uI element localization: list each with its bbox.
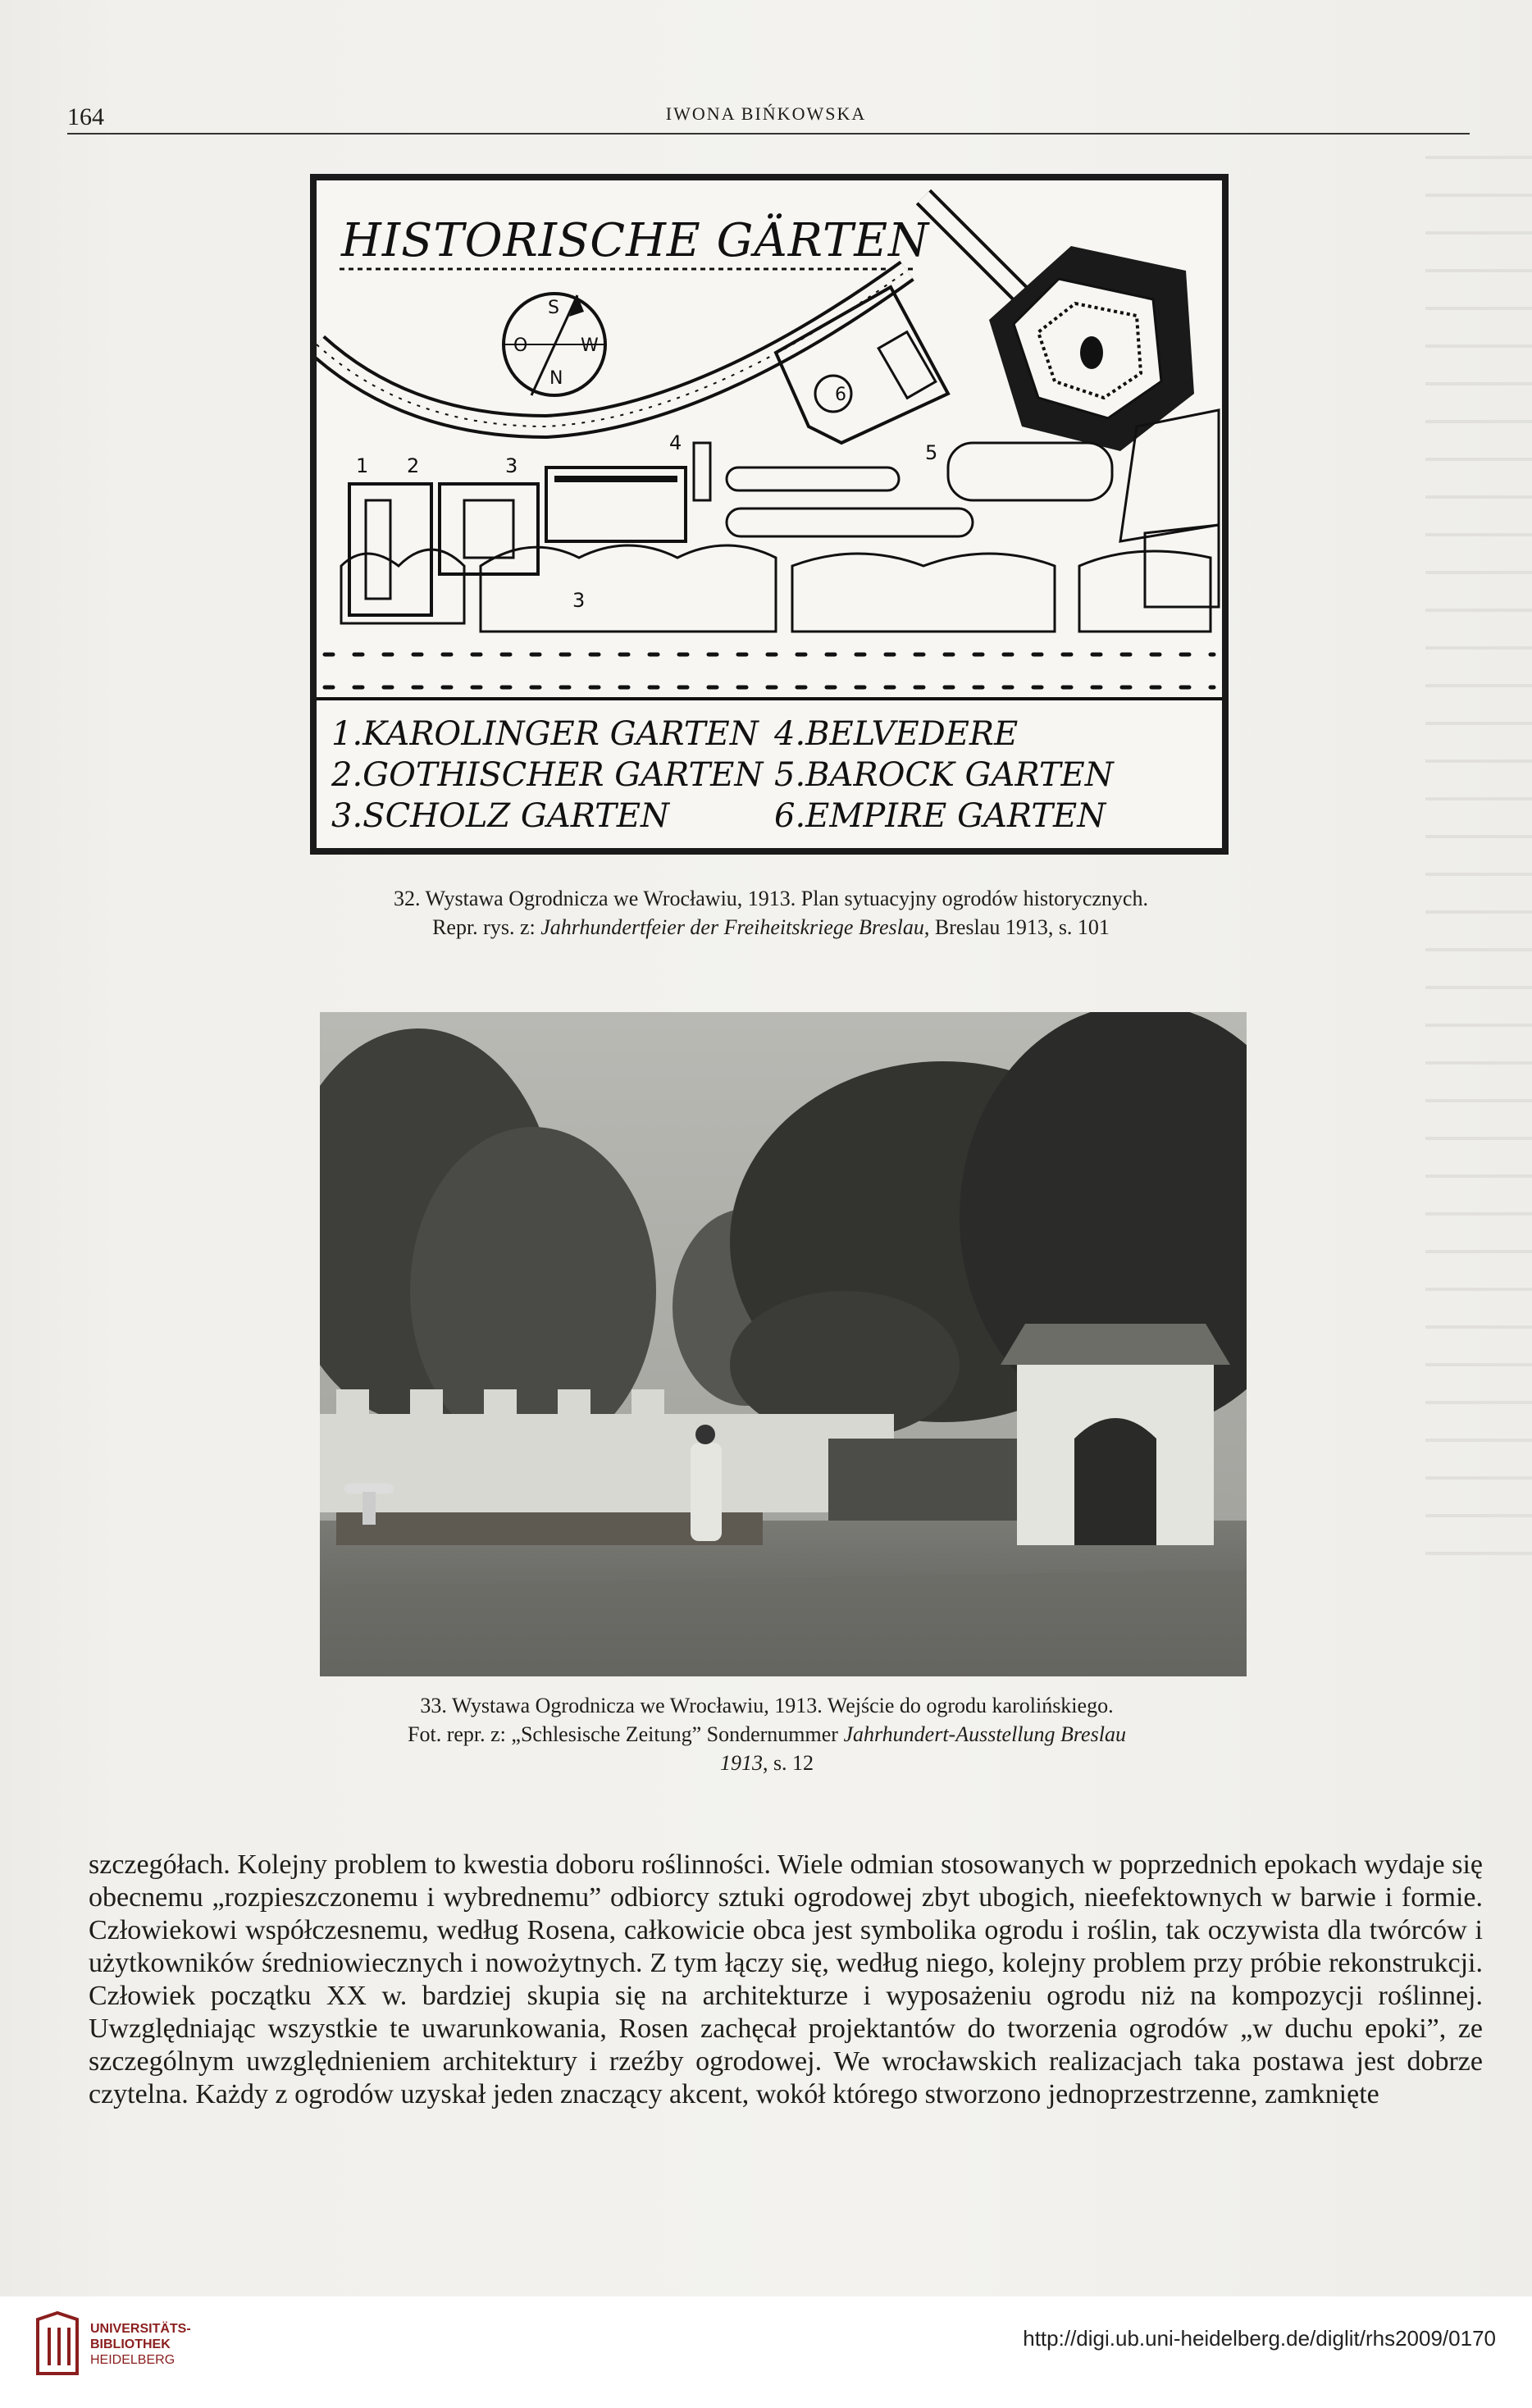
caption-33-source-prefix: Fot. repr. z: „Schlesische Zeitung” Sondernummer bbox=[408, 1722, 844, 1746]
caption-33-line-2 bbox=[271, 1720, 1263, 1749]
figure-33-caption bbox=[271, 1691, 1263, 1777]
compass-rose bbox=[504, 294, 605, 395]
page-number: 164 bbox=[67, 103, 104, 130]
library-name bbox=[90, 2321, 191, 2368]
header-rule bbox=[67, 133, 1470, 135]
legend-item-6: 6.EMPIRE GARTEN bbox=[774, 797, 1106, 835]
digitization-footer bbox=[0, 2296, 1532, 2408]
library-name-line-2: BIBLIOTHEK bbox=[90, 2337, 171, 2351]
plan-number-3b: 3 bbox=[572, 589, 586, 612]
body-paragraph: szczegółach. Kolejny problem to kwestia doboru roślinności. Wiele odmian stosowanych w poprzednich epokach wydaje się obecnemu „rozpieszczonemu i wybrednemu” odbiorcy sztuki ogrodowej zbyt ubogich, nieefektownych w barwie i formie. Człowiekowi współczesnemu, według Rosena, całkowicie obca jest symbolika ogrodu i roślin, tak oczywista dla twórców i użytkowników średniowiecznych i nowożytnych. Z tym łączy się, według niego, kolejny problem przy próbie rekonstrukcji. Człowiek początku XX w. bardziej skupia się na architekturze i wyposażeniu ogrodu niż na kompozycji roślinnej. Uwzględniając wszystkie te uwarunkowania, Rosen zachęcał projektantów do tworzenia ogrodów „w duchu epoki”, ze szczególnym uwzględnieniem architektury i rzeźby ogrodowej. We wrocławskich realizacjach taka postawa jest dobrze czytelna. Każdy z ogrodów uzyskał jeden znaczący akcent, wokół którego stworzono jednoprzestrzenne, zamknięte bbox=[89, 1849, 1483, 2109]
permalink-url[interactable]: http://digi.ub.uni-heidelberg.de/diglit/rhs2009/0170 bbox=[1023, 2326, 1496, 2351]
garden-entrance-photo bbox=[320, 1012, 1247, 1676]
caption-32-line-2 bbox=[246, 913, 1296, 942]
plan-number-1: 1 bbox=[356, 454, 369, 477]
plan-title: HISTORISCHE GÄRTEN bbox=[341, 214, 930, 267]
figure-garden-plan bbox=[310, 174, 1229, 855]
caption-32-source-suffix: , Breslau 1913, s. 101 bbox=[923, 915, 1110, 939]
plan-number-4: 4 bbox=[669, 431, 682, 454]
plan-number-3: 3 bbox=[505, 454, 518, 477]
caption-33-source-title: Jahrhundert-Ausstellung Breslau bbox=[843, 1722, 1126, 1746]
caption-33-line-1: 33. Wystawa Ogrodnicza we Wrocławiu, 1913. Wejście do ogrodu karolińskiego. bbox=[420, 1694, 1114, 1717]
legend-item-4: 4.BELVEDERE bbox=[774, 715, 1019, 753]
library-logo-icon bbox=[33, 2311, 84, 2378]
compass-letter-o: O bbox=[513, 335, 528, 356]
caption-32-source-title: Jahrhundertfeier der Freiheitskriege Breslau bbox=[540, 915, 924, 939]
compass-letter-w: W bbox=[581, 335, 599, 356]
caption-32-line-1: 32. Wystawa Ogrodnicza we Wrocławiu, 1913. Plan sytuacyjny ogrodów historycznych. bbox=[394, 887, 1148, 910]
legend-item-5: 5.BAROCK GARTEN bbox=[774, 756, 1114, 794]
plan-number-6: 6 bbox=[835, 385, 846, 405]
plan-number-2: 2 bbox=[407, 454, 420, 477]
legend-item-2: 2.GOTHISCHER GARTEN bbox=[331, 756, 764, 794]
caption-33-line-3 bbox=[271, 1749, 1263, 1777]
caption-33-source-page: , s. 12 bbox=[762, 1751, 814, 1775]
figure-32-caption bbox=[246, 884, 1296, 942]
running-head: IWONA BIŃKOWSKA bbox=[665, 103, 867, 124]
compass-letter-s: S bbox=[548, 298, 559, 318]
caption-32-source-prefix: Repr. rys. z: bbox=[432, 915, 541, 939]
garden-plan-drawing bbox=[317, 180, 1222, 848]
plan-number-5: 5 bbox=[925, 441, 938, 464]
figure-garden-photo bbox=[320, 1012, 1247, 1676]
bleed-through-text bbox=[1425, 131, 1532, 1575]
caption-33-source-year: 1913 bbox=[719, 1751, 763, 1775]
legend-item-1: 1.KAROLINGER GARTEN bbox=[331, 715, 759, 753]
library-name-line-3: HEIDELBERG bbox=[90, 2353, 176, 2367]
body-text bbox=[89, 1849, 1483, 2111]
compass-letter-n: N bbox=[549, 368, 563, 389]
legend-item-3: 3.SCHOLZ GARTEN bbox=[331, 797, 670, 835]
library-name-line-1: UNIVERSITÄTS- bbox=[90, 2322, 191, 2336]
